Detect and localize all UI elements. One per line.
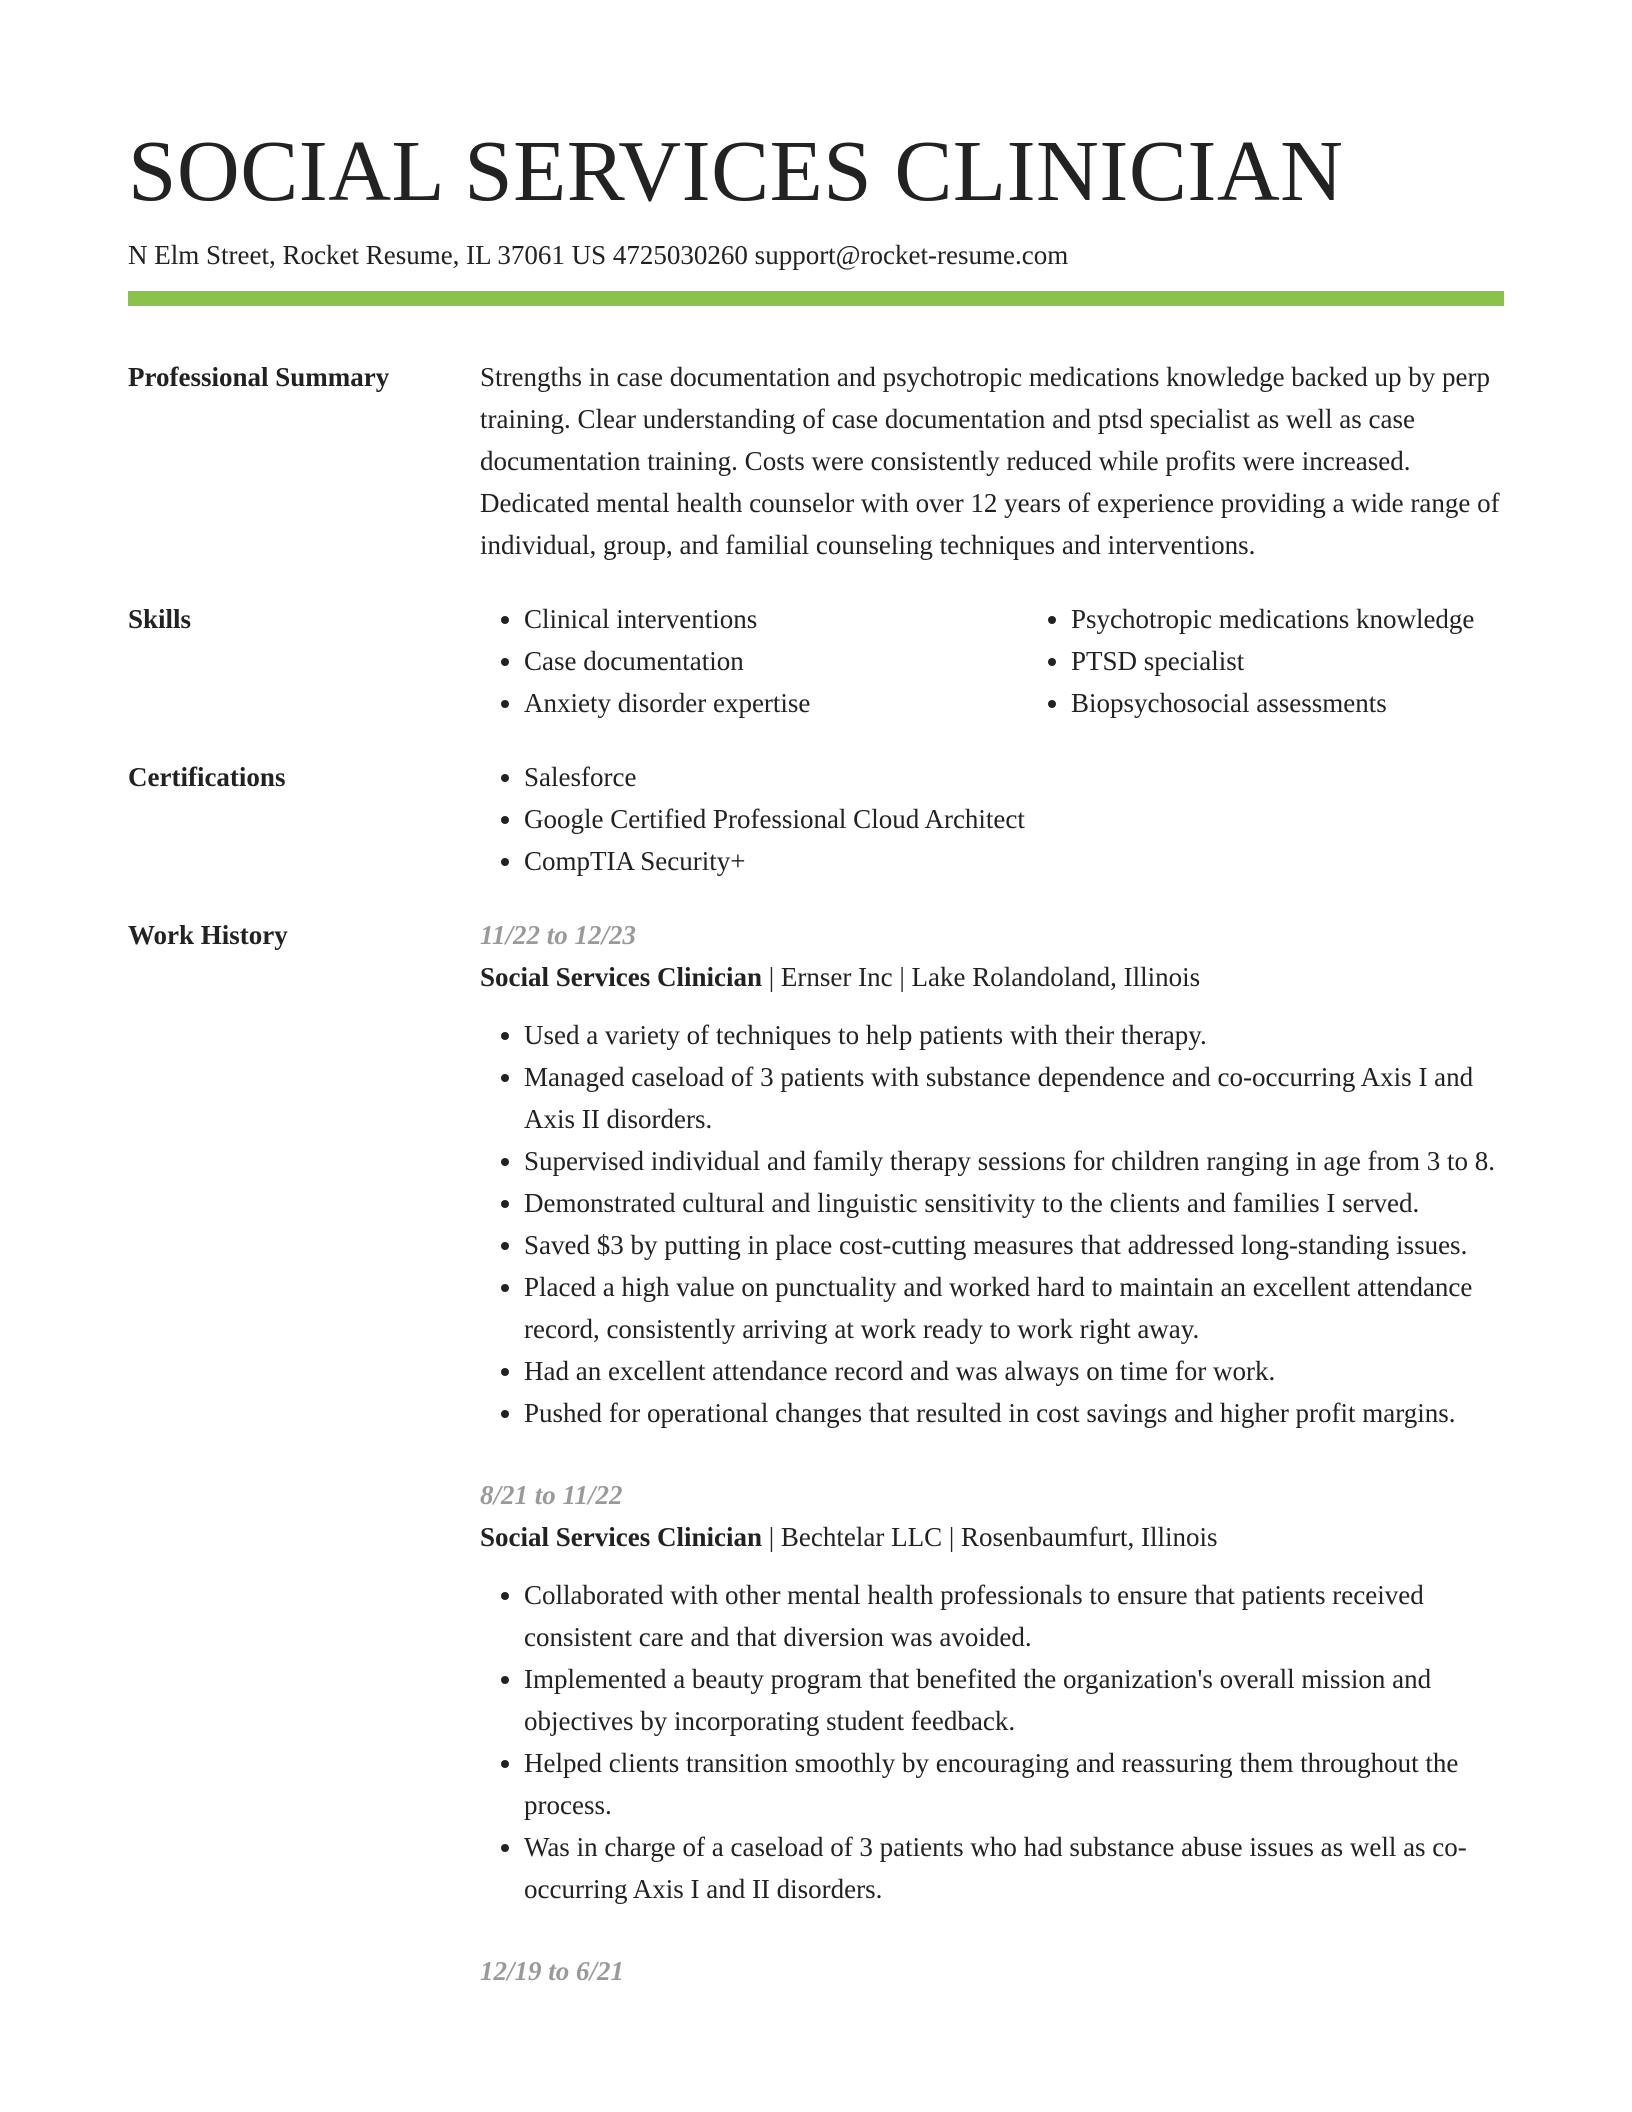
summary-text: Strengths in case documentation and psychotropic medications knowledge backed up by perp training. Clear understanding of case documentation and ptsd specialist as well as case documentation training. Costs were consistently reduced while profits were increased. Dedicated mental health counselor with over 12 years of experience providing a wide range of individual, group, and familial counseling techniques and interventions. xyxy=(480,362,1500,560)
skills-section xyxy=(128,598,1504,724)
skills-list-left xyxy=(480,598,1027,724)
job-entry xyxy=(480,1474,1504,1910)
job-title-line xyxy=(480,1516,1504,1558)
certifications-section xyxy=(128,756,1504,882)
skill-item: • Psychotropic medications knowledge xyxy=(1071,598,1574,640)
job-bullets xyxy=(480,1574,1504,1910)
job-bullet: • Placed a high value on punctuality and worked hard to maintain an excellent attendance record, consistently arriving at work ready to work right away. xyxy=(524,1266,1504,1350)
job-title-line xyxy=(480,956,1504,998)
certifications-body xyxy=(480,756,1504,882)
skills-grid xyxy=(480,598,1574,724)
certifications-heading: Certifications xyxy=(128,762,286,792)
certification-item: • Google Certified Professional Cloud Architect xyxy=(524,798,1504,840)
job-bullet: • Had an excellent attendance record and was always on time for work. xyxy=(524,1350,1504,1392)
job-bullet: • Helped clients transition smoothly by encouraging and reassuring them throughout the process. xyxy=(524,1742,1504,1826)
summary-heading: Professional Summary xyxy=(128,362,390,392)
job-bullet: • Implemented a beauty program that benefited the organization's overall mission and objectives by incorporating student feedback. xyxy=(524,1658,1504,1742)
work-history-body xyxy=(480,914,1504,1992)
job-dates: 11/22 to 12/23 xyxy=(480,920,637,950)
skills-list-right xyxy=(1027,598,1574,724)
job-bullet: • Used a variety of techniques to help patients with their therapy. xyxy=(524,1014,1504,1056)
job-entry xyxy=(480,1950,1504,1992)
job-employer-location: | Bechtelar LLC | Rosenbaumfurt, Illinois xyxy=(761,1522,1218,1552)
job-bullet: • Was in charge of a caseload of 3 patients who had substance abuse issues as well as co-occurring Axis I and II disorders. xyxy=(524,1826,1504,1910)
contact-line: N Elm Street, Rocket Resume, IL 37061 US 4725030260 support@rocket-resume.com xyxy=(128,240,1069,270)
job-employer-location: | Ernser Inc | Lake Rolandoland, Illinois xyxy=(761,962,1201,992)
job-entry xyxy=(480,914,1504,1434)
job-bullets xyxy=(480,1014,1504,1434)
job-bullet: • Managed caseload of 3 patients with substance dependence and co-occurring Axis I and Axis II disorders. xyxy=(524,1056,1504,1140)
candidate-name: SOCIAL SERVICES CLINICIAN xyxy=(128,122,1344,219)
job-title: Social Services Clinician xyxy=(480,1522,762,1552)
skill-item: • Clinical interventions xyxy=(524,598,1027,640)
job-dates: 8/21 to 11/22 xyxy=(480,1480,623,1510)
job-dates: 12/19 to 6/21 xyxy=(480,1956,625,1986)
job-bullet: • Pushed for operational changes that resulted in cost savings and higher profit margins. xyxy=(524,1392,1504,1434)
resume-page xyxy=(128,0,1504,1992)
skill-item: • PTSD specialist xyxy=(1071,640,1574,682)
skills-heading: Skills xyxy=(128,604,192,634)
skill-item: • Case documentation xyxy=(524,640,1027,682)
summary-section xyxy=(128,356,1504,566)
skill-item: • Anxiety disorder expertise xyxy=(524,682,1027,724)
job-bullet: • Saved $3 by putting in place cost-cutting measures that addressed long-standing issues. xyxy=(524,1224,1504,1266)
certification-item: • CompTIA Security+ xyxy=(524,840,1504,882)
accent-divider xyxy=(128,291,1504,306)
job-bullet: • Demonstrated cultural and linguistic sensitivity to the clients and families I served. xyxy=(524,1182,1504,1224)
job-bullet: • Collaborated with other mental health professionals to ensure that patients received consistent care and that diversion was avoided. xyxy=(524,1574,1504,1658)
skill-item: • Biopsychosocial assessments xyxy=(1071,682,1574,724)
job-title: Social Services Clinician xyxy=(480,962,762,992)
job-bullet: • Supervised individual and family therapy sessions for children ranging in age from 3 to 8. xyxy=(524,1140,1504,1182)
work-history-section xyxy=(128,914,1504,1992)
work-history-heading: Work History xyxy=(128,920,288,950)
certifications-list xyxy=(480,756,1504,882)
certification-item: • Salesforce xyxy=(524,756,1504,798)
